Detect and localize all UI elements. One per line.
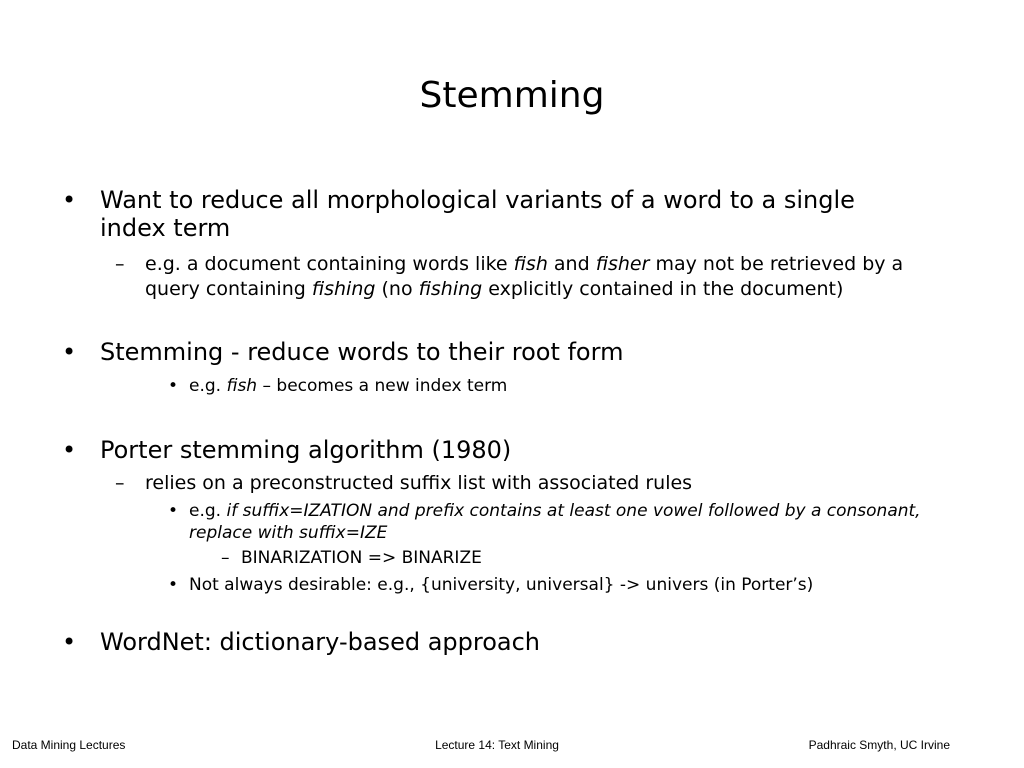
- text-run: e.g.: [189, 376, 227, 396]
- italic-term: fish: [226, 376, 258, 396]
- bullet-marker: •: [62, 628, 77, 656]
- bullet-marker: •: [62, 338, 77, 366]
- bullet-marker: •: [168, 501, 179, 521]
- sub-bullet-item-3-1: [115, 471, 955, 496]
- sub-bullet-item-1-1: [115, 252, 955, 302]
- bullet-text: Want to reduce all morphological variants of a word to a single index term: [100, 186, 855, 242]
- footer-author: Padhraic Smyth, UC Irvine: [808, 738, 950, 752]
- sub-bullet-item-3-4: [168, 574, 959, 596]
- bullet-item-4: [62, 628, 920, 656]
- text-run: (no: [375, 278, 419, 300]
- text-run: explicitly contained in the document): [482, 278, 844, 300]
- bullet-marker: •: [62, 186, 77, 214]
- bullet-marker: •: [62, 436, 77, 464]
- text-run: and: [547, 253, 596, 275]
- dash-marker: –: [115, 472, 125, 494]
- italic-term: fishing: [418, 278, 483, 300]
- text-run: e.g. a document containing words like: [145, 253, 514, 275]
- bullet-marker: •: [168, 376, 179, 396]
- text-run: Not always desirable: e.g., {university, universal} -> univers (in Porter’s): [189, 575, 814, 595]
- slide-title: Stemming: [419, 75, 605, 116]
- bullet-text: WordNet: dictionary-based approach: [100, 628, 541, 656]
- sub-bullet-item-2-1: [168, 375, 959, 397]
- dash-marker: –: [221, 548, 230, 568]
- bullet-marker: •: [168, 575, 179, 595]
- text-run: relies on a preconstructed suffix list with associated rules: [145, 472, 693, 494]
- bullet-item-1: [62, 186, 920, 242]
- text-run: e.g.: [189, 501, 227, 521]
- text-run: may not be retrieved by a query containing: [145, 253, 904, 300]
- bullet-item-2: [62, 338, 920, 366]
- footer-lecture: Lecture 14: Text Mining: [435, 738, 559, 752]
- bullet-text: Stemming - reduce words to their root form: [100, 338, 624, 366]
- italic-term: fisher: [595, 253, 650, 275]
- text-run: BINARIZATION => BINARIZE: [241, 548, 482, 568]
- text-run: – becomes a new index term: [257, 376, 508, 396]
- bullet-item-3: [62, 436, 920, 464]
- bullet-text: Porter stemming algorithm (1980): [100, 436, 512, 464]
- italic-term: fish: [513, 253, 548, 275]
- footer-course: Data Mining Lectures: [12, 738, 126, 752]
- italic-term: fishing: [311, 278, 376, 300]
- italic-rule: if suffix=IZATION and prefix contains at least one vowel followed by a consonant, replace with suffix=IZE: [189, 501, 921, 543]
- dash-marker: –: [115, 253, 125, 275]
- sub-bullet-item-3-3: [221, 547, 941, 569]
- sub-bullet-item-3-2: [168, 500, 959, 544]
